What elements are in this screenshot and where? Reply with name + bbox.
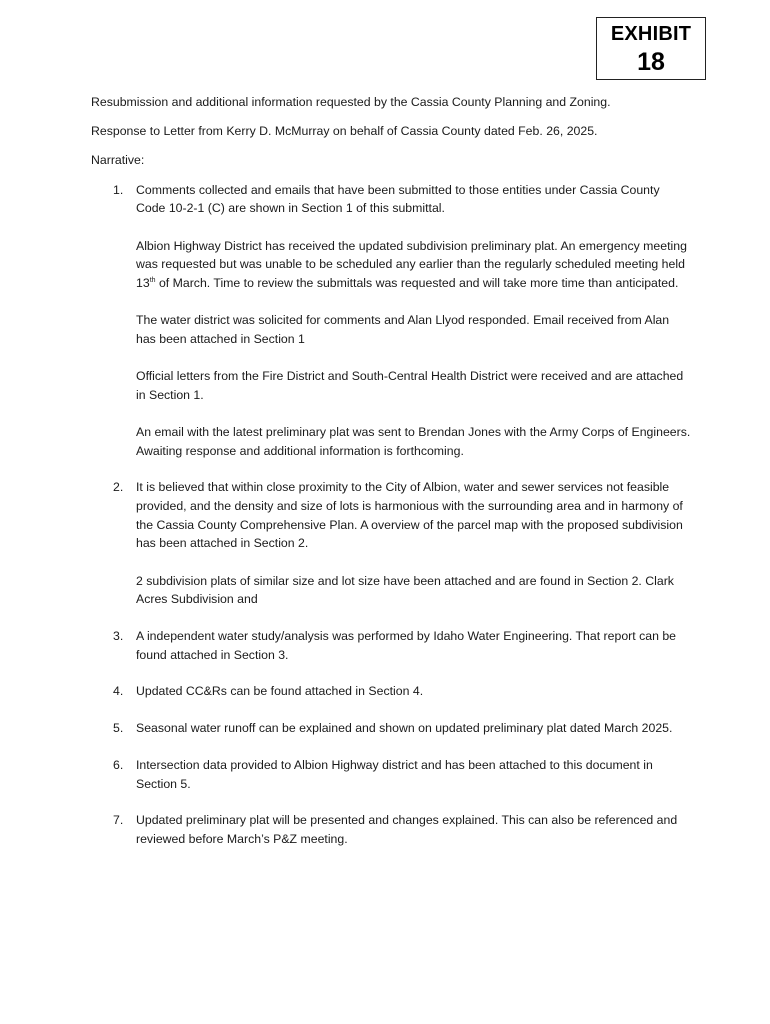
item-text: Comments collected and emails that have been submitted to those entities under Cassia County Code 10-2-1 (C) are shown in Section 1 of this submittal.	[136, 182, 660, 216]
item-number: 1.	[113, 182, 124, 197]
list-item-4	[91, 682, 691, 701]
item-number: 2.	[113, 480, 124, 495]
item-number: 7.	[113, 813, 124, 828]
item-number: 3.	[113, 629, 124, 644]
intro-line-2: Response to Letter from Kerry D. McMurray on behalf of Cassia County dated Feb. 26, 2025.	[91, 124, 598, 139]
sub-text: of March. Time to review the submittals was requested and will take more time than anticipated.	[155, 275, 679, 290]
item-subparagraph: An email with the latest preliminary plat was sent to Brendan Jones with the Army Corps of Engineers. Awaiting response and additional information is forthcoming.	[136, 424, 691, 458]
item-text: Seasonal water runoff can be explained and shown on updated preliminary plat dated March 2025.	[136, 721, 673, 736]
item-subparagraph: The water district was solicited for comments and Alan Llyod responded. Email received from Alan has been attached in Section 1	[136, 313, 670, 346]
item-number: 6.	[113, 757, 124, 772]
list-item-6	[91, 756, 691, 793]
list-item-5	[91, 719, 691, 738]
document-body	[91, 93, 691, 867]
ordinal-suffix: th	[149, 276, 156, 284]
item-text: It is believed that within close proximity to the City of Albion, water and sewer services not feasible provided, and the density and size of lots is harmonious with the surrounding area and in harmony of the Cassia County Comprehensive Plan. A overview of the parcel map with the proposed subdivision has been attached in Section 2.	[136, 480, 683, 551]
sub-text: Albion Highway District has received the updated subdivision preliminary plat. An emergency meeting was requested but was unable to be scheduled any earlier than the regularly scheduled meeting held 13	[136, 238, 687, 290]
item-subparagraph: 2 subdivision plats of similar size and lot size have been attached and are found in Section 2. Clark Acres Subdivision and	[136, 573, 674, 607]
item-number: 5.	[113, 721, 124, 736]
item-number: 4.	[113, 684, 124, 699]
item-text: Updated CC&Rs can be found attached in Section 4.	[136, 684, 424, 699]
item-subparagraph	[136, 237, 691, 293]
list-item-1	[91, 181, 691, 461]
narrative-list	[91, 181, 691, 849]
list-item-2	[91, 478, 691, 609]
item-text: A independent water study/analysis was performed by Idaho Water Engineering. That report can be found attached in Section 3.	[136, 629, 677, 662]
exhibit-label: EXHIBIT	[610, 23, 692, 45]
item-text: Updated preliminary plat will be presented and changes explained. This can also be referenced and reviewed before March’s P&Z meeting.	[136, 813, 678, 846]
list-item-7	[91, 811, 691, 848]
item-text: Intersection data provided to Albion Highway district and has been attached to this document in Section 5.	[136, 757, 653, 791]
narrative-label: Narrative:	[91, 153, 145, 168]
intro-line-1: Resubmission and additional information requested by the Cassia County Planning and Zoning.	[91, 95, 611, 109]
exhibit-stamp	[596, 17, 706, 80]
list-item-3	[91, 627, 691, 664]
item-subparagraph: Official letters from the Fire District and South-Central Health District were received and are attached in Section 1.	[136, 369, 684, 402]
exhibit-number: 18	[637, 48, 665, 76]
